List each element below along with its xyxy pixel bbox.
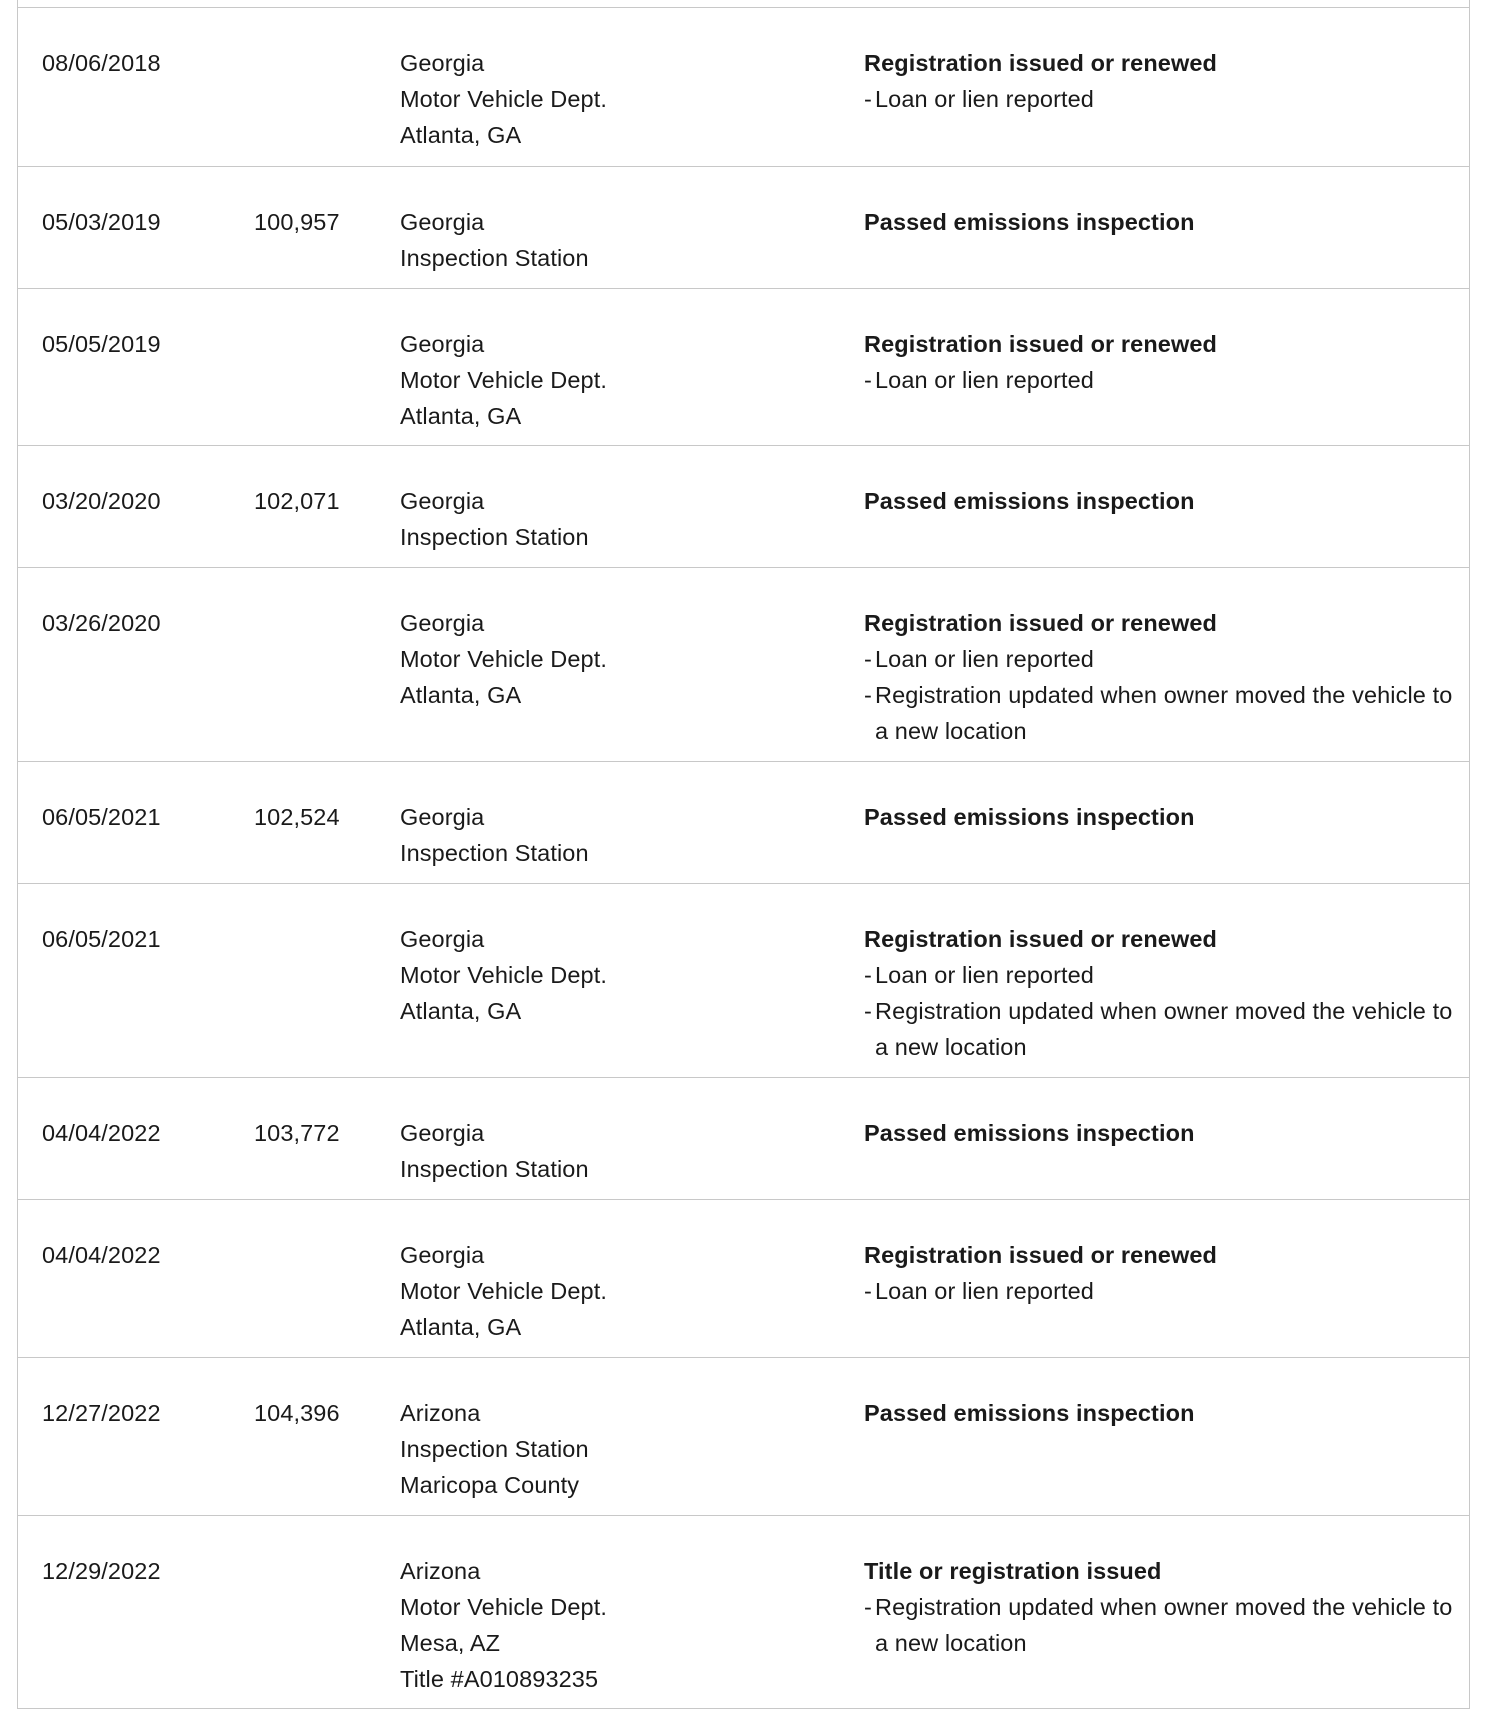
record-source-line: Motor Vehicle Dept.	[400, 86, 607, 112]
record-event-title: Passed emissions inspection	[864, 488, 1195, 514]
record-source-line: Motor Vehicle Dept.	[400, 1278, 607, 1304]
record-details	[864, 45, 1454, 117]
record-source-line: Atlanta, GA	[400, 998, 522, 1024]
bullet-dash: -	[864, 646, 872, 672]
record-event-item-text: Loan or lien reported	[875, 962, 1094, 988]
table-row	[18, 167, 1469, 289]
table-row	[18, 8, 1469, 167]
record-event-title: Registration issued or renewed	[864, 50, 1217, 76]
record-source-line: Inspection Station	[400, 840, 589, 866]
record-details	[864, 326, 1454, 398]
record-source-line: Motor Vehicle Dept.	[400, 367, 607, 393]
record-odometer: 103,772	[254, 1120, 340, 1146]
bullet-dash: -	[864, 86, 872, 112]
record-source-line: Motor Vehicle Dept.	[400, 962, 607, 988]
record-odometer: 104,396	[254, 1400, 340, 1426]
record-source	[400, 326, 607, 434]
record-event-item-text: Loan or lien reported	[875, 86, 1094, 112]
record-source-line: Maricopa County	[400, 1472, 580, 1498]
record-event-item	[864, 362, 1454, 398]
record-date: 03/20/2020	[42, 488, 161, 514]
record-source	[400, 204, 589, 276]
record-event-title: Passed emissions inspection	[864, 1400, 1195, 1426]
record-event-item	[864, 81, 1454, 117]
record-details	[864, 1395, 1454, 1431]
record-details	[864, 1115, 1454, 1151]
record-source-line: Georgia	[400, 488, 485, 514]
bullet-dash: -	[864, 682, 872, 708]
record-event-item	[864, 1589, 1454, 1661]
record-source-line: Arizona	[400, 1558, 481, 1584]
record-date: 05/05/2019	[42, 331, 161, 357]
record-event-title: Passed emissions inspection	[864, 804, 1195, 830]
vehicle-history-table	[17, 0, 1470, 1709]
record-source	[400, 1395, 589, 1503]
record-source-line: Georgia	[400, 50, 485, 76]
record-source-line: Inspection Station	[400, 524, 589, 550]
record-source-line: Mesa, AZ	[400, 1630, 501, 1656]
record-source-line: Inspection Station	[400, 245, 589, 271]
record-source-line: Atlanta, GA	[400, 122, 522, 148]
bullet-dash: -	[864, 998, 872, 1024]
record-details	[864, 799, 1454, 835]
bullet-dash: -	[864, 962, 872, 988]
record-source-line: Georgia	[400, 331, 485, 357]
record-source-line: Georgia	[400, 209, 485, 235]
record-source	[400, 1553, 607, 1697]
record-source-line: Title #A010893235	[400, 1666, 599, 1692]
record-event-item-text: Registration updated when owner moved the vehicle to a new location	[875, 1594, 1453, 1656]
record-source-line: Atlanta, GA	[400, 682, 522, 708]
record-event-item-text: Loan or lien reported	[875, 646, 1094, 672]
record-source-line: Atlanta, GA	[400, 1314, 522, 1340]
record-event-item	[864, 993, 1454, 1065]
table-row	[18, 762, 1469, 884]
bullet-dash: -	[864, 1594, 872, 1620]
record-event-title: Registration issued or renewed	[864, 1242, 1217, 1268]
record-event-item	[864, 1273, 1454, 1309]
record-source-line: Georgia	[400, 1120, 485, 1146]
record-source-line: Motor Vehicle Dept.	[400, 1594, 607, 1620]
record-details	[864, 921, 1454, 1065]
record-details	[864, 1237, 1454, 1309]
record-date: 06/05/2021	[42, 926, 161, 952]
record-source-line: Inspection Station	[400, 1436, 589, 1462]
table-row	[18, 884, 1469, 1078]
record-odometer: 100,957	[254, 209, 340, 235]
record-date: 04/04/2022	[42, 1120, 161, 1146]
record-date: 06/05/2021	[42, 804, 161, 830]
record-event-title: Title or registration issued	[864, 1558, 1162, 1584]
table-row	[18, 1516, 1469, 1709]
table-row	[18, 568, 1469, 762]
record-event-item-text: Registration updated when owner moved the vehicle to a new location	[875, 682, 1453, 744]
record-odometer: 102,524	[254, 804, 340, 830]
record-source	[400, 483, 589, 555]
record-source-line: Motor Vehicle Dept.	[400, 646, 607, 672]
record-source	[400, 605, 607, 713]
record-date: 04/04/2022	[42, 1242, 161, 1268]
record-date: 05/03/2019	[42, 209, 161, 235]
table-row	[18, 446, 1469, 568]
table-row	[18, 1078, 1469, 1200]
record-source	[400, 1115, 589, 1187]
record-details	[864, 204, 1454, 240]
record-event-item-text: Registration updated when owner moved the vehicle to a new location	[875, 998, 1453, 1060]
record-details	[864, 483, 1454, 519]
bullet-dash: -	[864, 367, 872, 393]
record-event-item-text: Loan or lien reported	[875, 367, 1094, 393]
record-source	[400, 45, 607, 153]
record-source-line: Georgia	[400, 926, 485, 952]
record-event-title: Passed emissions inspection	[864, 209, 1195, 235]
record-event-item	[864, 957, 1454, 993]
record-source	[400, 799, 589, 871]
record-event-title: Registration issued or renewed	[864, 610, 1217, 636]
record-event-title: Registration issued or renewed	[864, 331, 1217, 357]
table-row	[18, 1358, 1469, 1516]
record-event-title: Registration issued or renewed	[864, 926, 1217, 952]
record-event-item-text: Loan or lien reported	[875, 1278, 1094, 1304]
record-details	[864, 605, 1454, 749]
record-details	[864, 1553, 1454, 1661]
record-date: 12/27/2022	[42, 1400, 161, 1426]
bullet-dash: -	[864, 1278, 872, 1304]
record-date: 12/29/2022	[42, 1558, 161, 1584]
table-row	[18, 289, 1469, 446]
record-odometer: 102,071	[254, 488, 340, 514]
record-source-line: Inspection Station	[400, 1156, 589, 1182]
record-event-item	[864, 641, 1454, 677]
record-event-title: Passed emissions inspection	[864, 1120, 1195, 1146]
record-source-line: Arizona	[400, 1400, 481, 1426]
record-source-line: Atlanta, GA	[400, 403, 522, 429]
record-date: 03/26/2020	[42, 610, 161, 636]
record-source-line: Georgia	[400, 1242, 485, 1268]
record-source-line: Georgia	[400, 804, 485, 830]
record-date: 08/06/2018	[42, 50, 161, 76]
table-row	[18, 1200, 1469, 1358]
record-source	[400, 921, 607, 1029]
record-event-item	[864, 677, 1454, 749]
record-source	[400, 1237, 607, 1345]
record-source-line: Georgia	[400, 610, 485, 636]
